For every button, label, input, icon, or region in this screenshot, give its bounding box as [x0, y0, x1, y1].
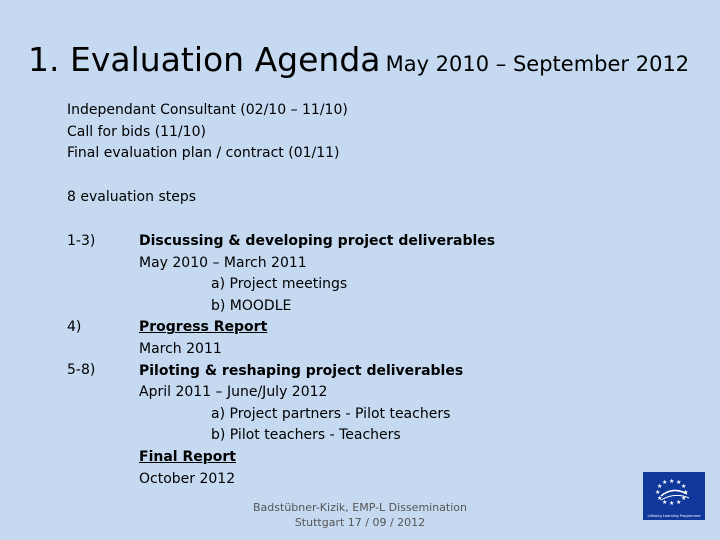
- step-subitem: b) MOODLE: [211, 297, 292, 314]
- eu-stars-logo-graphic: [643, 472, 705, 520]
- step-number: 1-3): [67, 233, 96, 249]
- logo-caption: Lifelong Learning Programme: [647, 514, 701, 518]
- steps-heading: 8 evaluation steps: [67, 189, 197, 205]
- svg-text:★: ★: [683, 489, 689, 496]
- step-subitem: a) Project partners - Pilot teachers: [211, 405, 451, 422]
- svg-text:★: ★: [657, 495, 663, 502]
- svg-text:★: ★: [669, 500, 675, 507]
- svg-text:★: ★: [662, 479, 668, 486]
- eu-stars-logo-icon: [643, 472, 705, 520]
- svg-text:★: ★: [655, 489, 661, 496]
- footer: [250, 500, 470, 530]
- step-date: May 2010 – March 2011: [139, 254, 307, 271]
- title-date-range: May 2010 – September 2012: [385, 52, 690, 76]
- step-number: 4): [67, 319, 82, 335]
- step-title: Piloting & reshaping project deliverables: [139, 362, 464, 379]
- intro-line: Independant Consultant (02/10 – 11/10): [67, 102, 348, 118]
- steps-list: [139, 231, 495, 490]
- intro-list: [67, 100, 348, 165]
- step-date: March 2011: [139, 340, 222, 357]
- svg-text:★: ★: [681, 483, 687, 490]
- svg-text:★: ★: [662, 499, 668, 506]
- intro-line: Call for bids (11/10): [67, 123, 206, 140]
- step-date: April 2011 – June/July 2012: [139, 384, 328, 401]
- step-number: 5-8): [67, 362, 96, 378]
- svg-text:★: ★: [657, 483, 663, 490]
- step-date: October 2012: [139, 470, 236, 487]
- footer-author: Badstübner-Kizik, EMP-L Dissemination: [253, 501, 467, 514]
- svg-text:★: ★: [681, 495, 687, 502]
- step-title: Discussing & developing project deliverables: [139, 233, 496, 249]
- svg-text:★: ★: [676, 479, 682, 486]
- step-title: Final Report: [139, 448, 236, 465]
- step-title: Progress Report: [139, 319, 268, 336]
- svg-text:★: ★: [669, 478, 675, 485]
- slide-title: [28, 40, 689, 79]
- footer-date: Stuttgart 17 / 09 / 2012: [294, 516, 426, 529]
- step-subitem: b) Pilot teachers - Teachers: [211, 427, 401, 444]
- svg-text:★: ★: [676, 499, 682, 506]
- step-subitem: a) Project meetings: [211, 276, 348, 293]
- title-main: 1. Evaluation Agenda: [28, 40, 381, 79]
- intro-line: Final evaluation plan / contract (01/11): [67, 145, 340, 161]
